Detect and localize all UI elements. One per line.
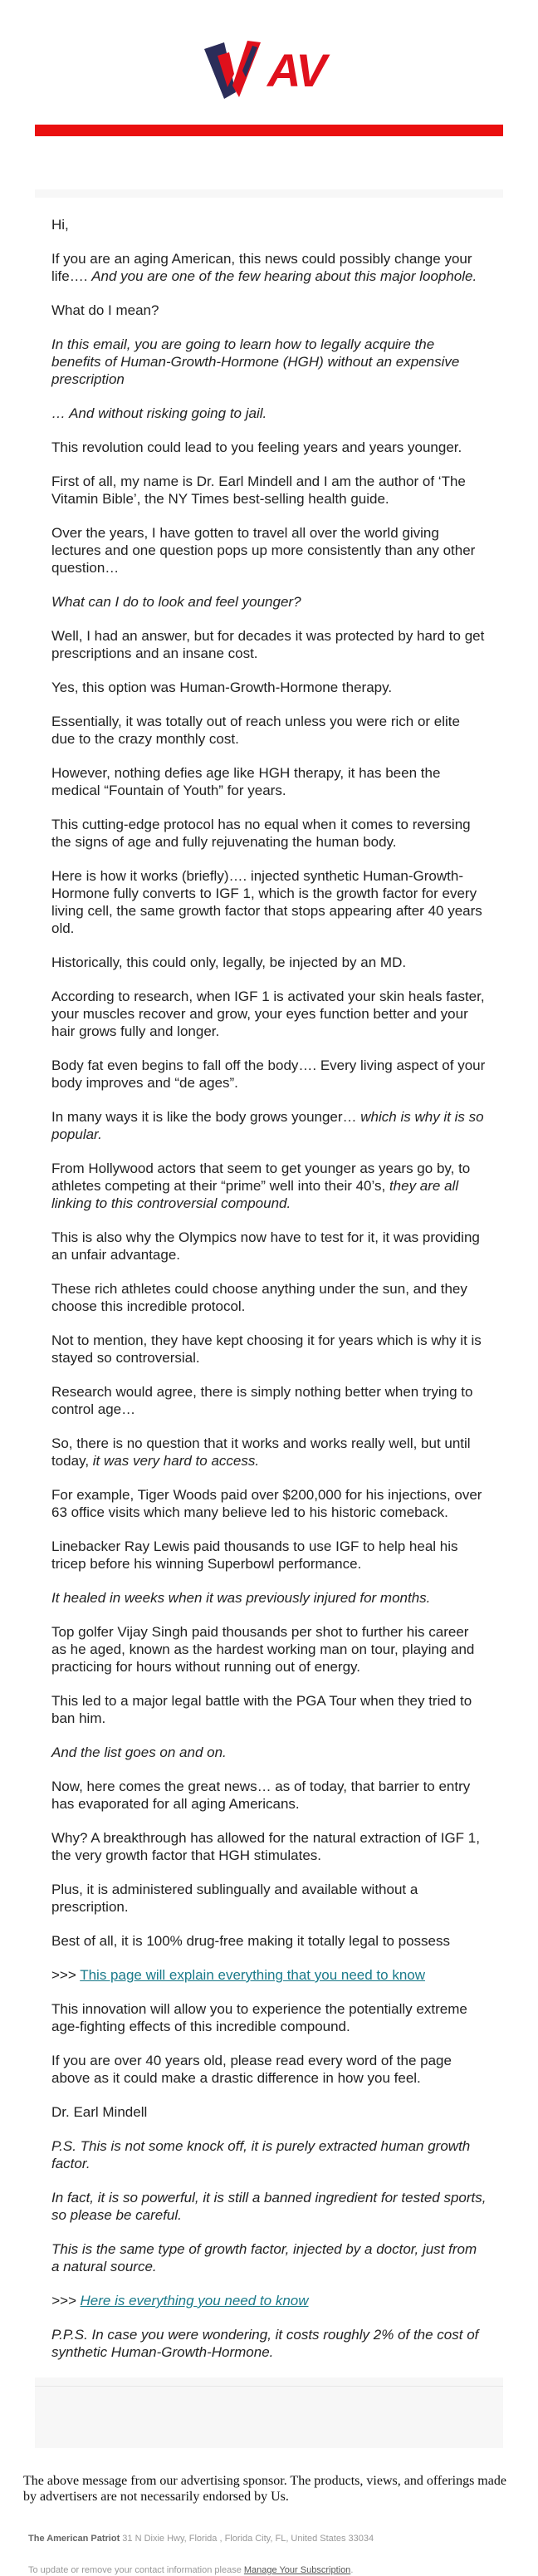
paragraph: For example, Tiger Woods paid over $200,000 for his injections, over 63 office visits which many believe led to his historic comeback. bbox=[51, 1487, 482, 1520]
footer-manage-line: To update or remove your contact information please Manage Your Subscription. bbox=[28, 2565, 354, 2575]
paragraph: Now, here comes the great news… as of today, that barrier to entry has evaporated for all aging Americans. bbox=[51, 1779, 471, 1812]
paragraph: What can I do to look and feel younger? bbox=[51, 594, 301, 610]
paragraph: If you are an aging American, this news could possibly change your life…. And you are one of the few hearing about this major loophole. bbox=[51, 251, 477, 284]
paragraph: What do I mean? bbox=[51, 302, 159, 318]
paragraph: However, nothing defies age like HGH therapy, it has been the medical “Fountain of Youth” for years. bbox=[51, 765, 441, 798]
email-header bbox=[0, 0, 538, 125]
message-body bbox=[35, 198, 503, 2377]
paragraph: This is also why the Olympics now have to test for it, it was providing an unfair advantage. bbox=[51, 1229, 480, 1263]
message-card bbox=[35, 189, 503, 2448]
paragraph: Well, I had an answer, but for decades it was protected by hard to get prescriptions and an insane cost. bbox=[51, 628, 485, 661]
footer-address bbox=[28, 2533, 510, 2544]
checkmark-logo-icon bbox=[199, 37, 266, 104]
email-footer bbox=[0, 2505, 538, 2576]
paragraph: Plus, it is administered sublingually and available without a prescription. bbox=[51, 1882, 418, 1915]
paragraph: Essentially, it was totally out of reach unless you were rich or elite due to the crazy monthly cost. bbox=[51, 714, 460, 747]
paragraph: This innovation will allow you to experience the potentially extreme age-fighting effects of this incredible compound. bbox=[51, 2001, 467, 2034]
paragraph: Body fat even begins to fall off the body…. Every living aspect of your body improves and “de ages”. bbox=[51, 1057, 486, 1091]
paragraph: Research would agree, there is simply nothing better when trying to control age… bbox=[51, 1384, 473, 1417]
footer-org-name: The American Patriot bbox=[28, 2534, 120, 2544]
paragraph: P.P.S. In case you were wondering, it costs roughly 2% of the cost of synthetic Human-Growth-Hormone. bbox=[51, 2327, 479, 2360]
explain-everything-link[interactable]: This page will explain everything that you need to know bbox=[80, 1967, 426, 1983]
paragraph: It healed in weeks when it was previously injured for months. bbox=[51, 1590, 431, 1606]
paragraph: In many ways it is like the body grows younger… which is why it is so popular. bbox=[51, 1109, 484, 1142]
paragraph: This revolution could lead to you feeling years and years younger. bbox=[51, 439, 462, 455]
paragraph: So, there is no question that it works and works really well, but until today, it was very hard to access. bbox=[51, 1435, 471, 1469]
header-red-divider bbox=[35, 125, 503, 136]
footer-address-text: 31 N Dixie Hwy, Florida , Florida City, FL, United States 33034 bbox=[120, 2534, 374, 2544]
paragraph: Over the years, I have gotten to travel all over the world giving lectures and one question pops up more consistently than any other question… bbox=[51, 525, 476, 576]
paragraph: From Hollywood actors that seem to get younger as years go by, to athletes competing at their “prime” well into their 40’s, they are all linking to this controversial compound. bbox=[51, 1160, 471, 1211]
paragraph: Linebacker Ray Lewis paid thousands to use IGF to help heal his tricep before his winning Superbowl performance. bbox=[51, 1538, 458, 1572]
paragraph: If you are over 40 years old, please read every word of the page above as it could make a drastic difference in how you feel. bbox=[51, 2053, 452, 2086]
paragraph: Top golfer Vijay Singh paid thousands per shot to further his career as he aged, known as the hardest working man on tour, playing and practicing for hours without running out of energy. bbox=[51, 1624, 475, 1675]
paragraph: Not to mention, they have kept choosing it for years which is why it is stayed so controversial. bbox=[51, 1332, 482, 1366]
brand-logo[interactable] bbox=[199, 37, 349, 112]
cta-paragraph: >>> Here is everything you need to know bbox=[51, 2293, 309, 2309]
card-bottom-divider bbox=[35, 2386, 503, 2415]
paragraph: This is the same type of growth factor, injected by a doctor, just from a natural source. bbox=[51, 2241, 477, 2274]
paragraph: Yes, this option was Human-Growth-Hormone therapy. bbox=[51, 680, 393, 695]
paragraph: In fact, it is so powerful, it is still a banned ingredient for tested sports, so please be careful. bbox=[51, 2190, 487, 2223]
manage-subscription-link[interactable]: Manage Your Subscription bbox=[243, 2565, 351, 2575]
paragraph: This cutting-edge protocol has no equal when it comes to reversing the signs of age and fully rejuvenating the human body. bbox=[51, 817, 471, 850]
everything-you-need-link[interactable]: Here is everything you need to know bbox=[80, 2293, 309, 2309]
paragraph: This led to a major legal battle with the PGA Tour when they tried to ban him. bbox=[51, 1693, 472, 1726]
paragraph: Historically, this could only, legally, be injected by an MD. bbox=[51, 954, 407, 970]
paragraph: These rich athletes could choose anything under the sun, and they choose this incredible protocol. bbox=[51, 1281, 467, 1314]
cta-paragraph: >>> This page will explain everything that you need to know bbox=[51, 1967, 426, 1983]
paragraph: And the list goes on and on. bbox=[51, 1744, 227, 1760]
sponsor-disclaimer: The above message from our advertising sponsor. The products, views, and offerings made by advertisers are not necessarily endorsed by Us. bbox=[23, 2474, 506, 2504]
signature: Dr. Earl Mindell bbox=[51, 2104, 148, 2120]
greeting: Hi, bbox=[51, 217, 69, 233]
paragraph: Here is how it works (briefly)…. injected synthetic Human-Growth-Hormone fully converts to IGF 1, which is the growth factor for every living cell, the same growth factor that stops appearing after 40 years old. bbox=[51, 868, 482, 936]
logo-wordmark: AV bbox=[267, 44, 325, 96]
paragraph: P.S. This is not some knock off, it is purely extracted human growth factor. bbox=[51, 2138, 471, 2171]
paragraph: First of all, my name is Dr. Earl Mindell and I am the author of ‘The Vitamin Bible’, the NY Times best-selling health guide. bbox=[51, 473, 466, 507]
paragraph: Why? A breakthrough has allowed for the natural extraction of IGF 1, the very growth factor that HGH stimulates. bbox=[51, 1830, 480, 1863]
paragraph: Best of all, it is 100% drug-free making it totally legal to possess bbox=[51, 1933, 451, 1949]
paragraph: In this email, you are going to learn how to legally acquire the benefits of Human-Growth-Hormone (HGH) without an expensive prescription bbox=[51, 336, 460, 387]
paragraph: … And without risking going to jail. bbox=[51, 405, 267, 421]
paragraph: According to research, when IGF 1 is activated your skin heals faster, your muscles recover and grow, your eyes function better and your hair grows fully and longer. bbox=[51, 989, 485, 1039]
